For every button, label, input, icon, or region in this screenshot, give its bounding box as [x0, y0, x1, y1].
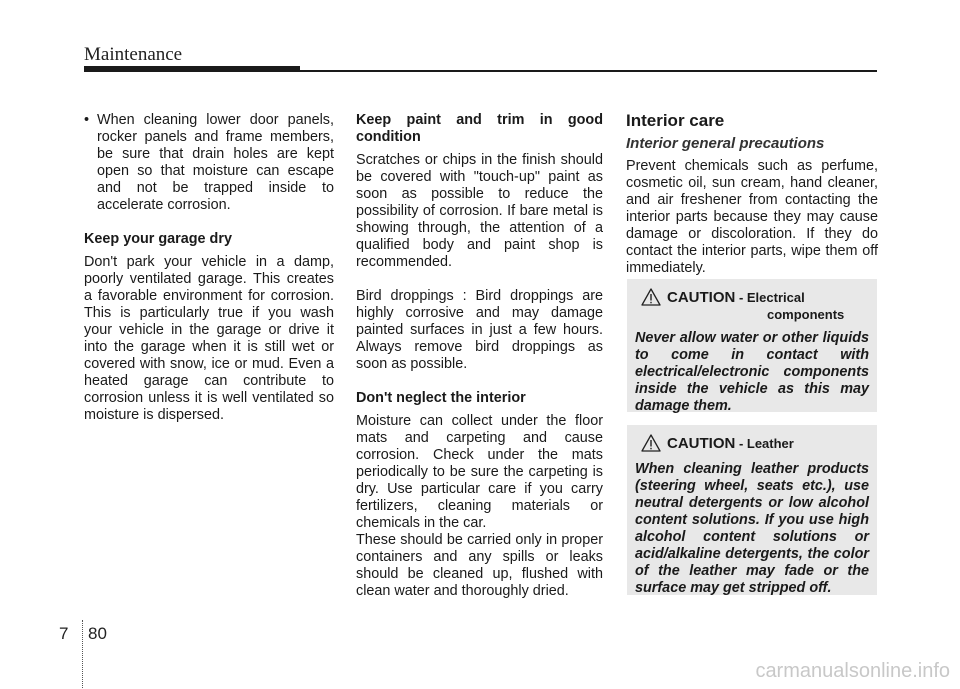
warning-triangle-icon: [641, 288, 661, 306]
garage-heading: Keep your garage dry: [84, 231, 232, 247]
column-middle: [356, 112, 603, 600]
garage-paragraph: Don't park your vehicle in a damp, poorly ventilated garage. This creates a favorable environment for corrosion. This is particularly true if you wash your vehicle in the garage or drive it into the garage when it is still wet or covered with snow, ice or mud. Even a heated garage can contribute to corrosion unless it is well ventilated so moisture is dispersed.: [84, 254, 334, 423]
caution-body: When cleaning leather products (steering wheel, seats etc.), use neutral detergents or low alcohol content solutions. If you use high alcohol content solutions or acid/alkaline detergents, the color of the leather may fade or the surface may get stripped off.: [635, 461, 869, 596]
section-title: Interior care: [626, 111, 725, 130]
page-number: 80: [88, 624, 107, 643]
interior-paragraph-2: These should be carried only in proper containers and any spills or leaks should be cleaned up, flushed with clean water and thoroughly dried.: [356, 532, 603, 599]
warning-triangle-icon: [641, 434, 661, 452]
section-subtitle: Interior general precautions: [626, 135, 825, 152]
caution-box-leather: [627, 425, 877, 595]
caution-label: CAUTION: [667, 289, 736, 306]
caution-header: [635, 289, 869, 322]
header-rule-thick: [84, 66, 300, 72]
caution-topic: - Leather: [735, 436, 794, 451]
caution-label: CAUTION: [667, 435, 736, 452]
column-right: [626, 112, 878, 277]
caution-topic-cont: components: [767, 307, 845, 322]
paint-heading: Keep paint and trim in good condition: [356, 112, 603, 145]
interior-heading: Don't neglect the interior: [356, 390, 526, 406]
caution-body: Never allow water or other liquids to come in contact with electrical/electronic components inside the vehicle as this may damage them.: [635, 330, 869, 414]
header-rule-thin: [300, 70, 877, 72]
header-title: Maintenance: [84, 44, 183, 65]
column-left: [84, 112, 334, 424]
interior-paragraph: Moisture can collect under the floor mats and carpeting and cause corrosion. Check under the mats periodically to be sure the carpeting is dry. Use particular care if you carry fertilizers, cleaning materials or chemicals in the car.: [356, 413, 603, 531]
footer-divider: [82, 620, 84, 688]
caution-header: [635, 435, 869, 453]
bullet-dot: •: [84, 112, 90, 128]
paint-paragraph: Scratches or chips in the finish should be covered with "touch-up" paint as soon as possible to reduce the possibility of corrosion. If bare metal is showing through, the attention of a qualified body and paint shop is recommended.: [356, 152, 603, 270]
watermark-text: carmanualsonline.info: [755, 660, 950, 682]
caution-topic: - Electrical: [735, 290, 805, 305]
caution-box-electrical: [627, 279, 877, 412]
bullet-text: When cleaning lower door panels, rocker panels and frame members, be sure that drain holes are kept open so that moisture can escape and not be trapped inside to accelerate corrosion.: [97, 112, 334, 213]
intro-paragraph: Prevent chemicals such as perfume, cosmetic oil, sun cream, hand cleaner, and air freshener from contacting the interior parts because they may cause damage or discoloration. If they do contact the interior parts, wipe them off immediately.: [626, 158, 878, 276]
bullet-item: [84, 112, 334, 214]
chapter-number: 7: [59, 624, 69, 643]
bird-paragraph: Bird droppings : Bird droppings are highly corrosive and may damage painted surfaces in just a few hours. Always remove bird droppings as soon as possible.: [356, 288, 603, 372]
